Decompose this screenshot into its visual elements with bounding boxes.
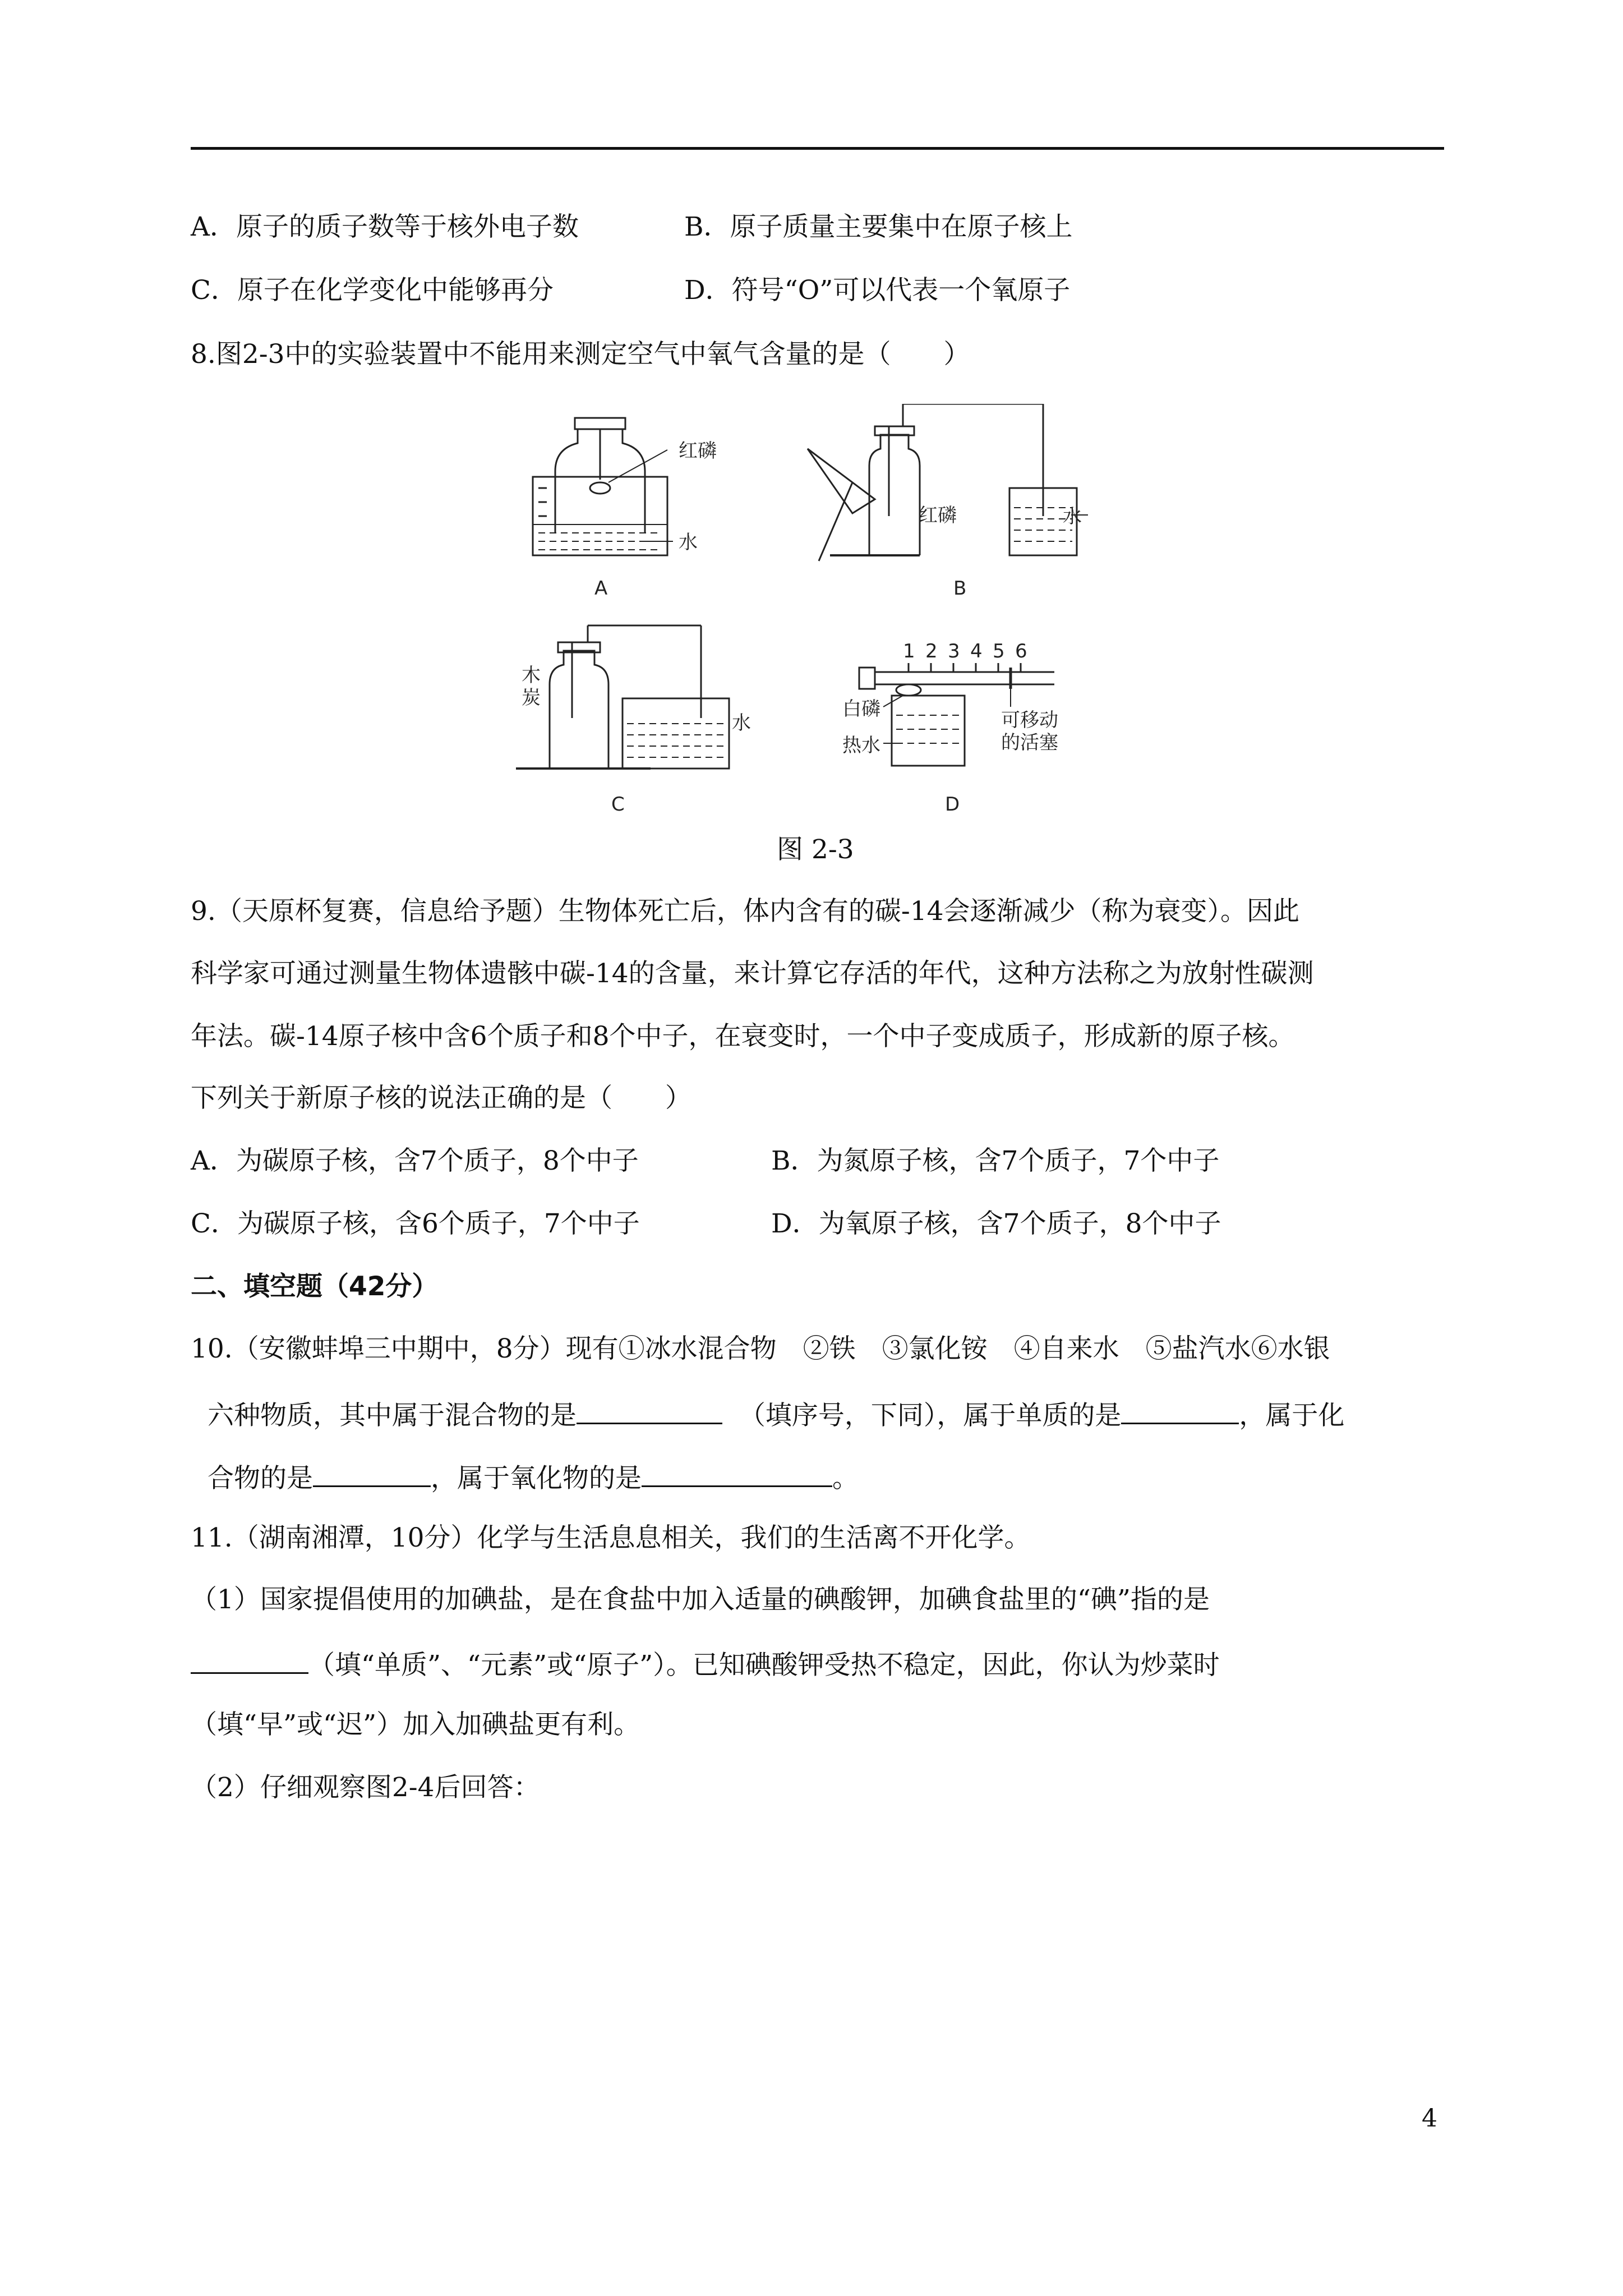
label-c-charcoal-2: 炭 [522,687,541,709]
label-d-hot-water: 热水 [842,734,880,757]
label-d-letter: D [945,793,960,816]
q11-blank-iodine[interactable] [191,1645,308,1674]
label-c-letter: C [611,793,625,816]
scale-2: 2 [925,640,938,662]
figure-caption: 图 2-3 [777,834,854,865]
q9-line-1: 9.（天原杯复赛，信息给予题）生物体死亡后，体内含有的碳-14会逐渐减少（称为衰变）。因此 [191,896,1300,927]
q7-option-c: C．原子在化学变化中能够再分 [191,275,554,306]
apparatus-c [516,625,729,769]
q7-option-d: D．符号“O”可以代表一个氧原子 [684,275,1071,306]
scale-5: 5 [993,640,1005,662]
q10-line-2 [208,1396,1344,1433]
q9-option-a: A．为碳原子核，含7个质子，8个中子 [191,1145,639,1176]
q10-line-3-a: 合物的是 [208,1463,313,1494]
scale-4: 4 [970,640,983,662]
section-heading: 二、填空题（42分） [191,1271,439,1302]
q10-blank-oxides[interactable] [642,1458,832,1487]
header-rule [191,147,1444,150]
q10-blank-mixtures[interactable] [577,1396,722,1424]
q10-line-3-c: 。 [832,1463,859,1494]
q10-line-1: 10.（安徽蚌埠三中期中，8分）现有①冰水混合物 ②铁 ③氯化铵 ④自来水 ⑤盐汽水⑥水银 [191,1333,1330,1364]
scale-3: 3 [948,640,960,662]
q11-line-3 [191,1645,1220,1682]
label-d-piston-1: 可移动 [1001,709,1058,731]
label-b-water: 水 [1063,505,1082,528]
label-a-letter: A [594,577,608,600]
page-number: 4 [1422,2104,1437,2133]
label-b-letter: B [953,577,967,600]
label-c-charcoal-1: 木 [522,664,541,687]
q10-line-3-b: ，属于氧化物的是 [431,1463,642,1494]
q10-line-2-b: （填序号，下同），属于单质的是 [739,1400,1122,1431]
q10-blank-elements[interactable] [1121,1396,1239,1424]
q9-option-b: B．为氮原子核，含7个质子，7个中子 [771,1145,1220,1176]
q7-option-b: B．原子质量主要集中在原子核上 [684,211,1073,242]
q9-line-3: 年法。碳-14原子核中含6个质子和8个中子，在衰变时，一个中子变成质子，形成新的原子核。 [191,1021,1295,1052]
scale-6: 6 [1015,640,1027,662]
q11-line-2: （1）国家提倡使用的加碘盐，是在食盐中加入适量的碘酸钾，加碘食盐里的“碘”指的是 [191,1584,1210,1615]
scale-1: 1 [903,640,915,662]
q9-option-d: D．为氧原子核，含7个质子，8个中子 [771,1208,1221,1239]
q10-line-2-c: ，属于化 [1239,1400,1345,1431]
q11-line-1: 11.（湖南湘潭，10分）化学与生活息息相关，我们的生活离不开化学。 [191,1522,1031,1553]
q10-line-3 [208,1458,859,1496]
label-d-piston-2: 的活塞 [1001,731,1058,754]
figure-2-3 [516,404,1088,841]
label-a-phosphorus: 红磷 [679,440,717,462]
q11-line-3-b: （填“单质”、“元素”或“原子”）。已知碘酸钾受热不稳定，因此，你认为炒菜时 [308,1650,1220,1681]
apparatus-b [808,404,1088,561]
q11-line-4: （填“早”或“迟”）加入加碘盐更有利。 [191,1709,640,1740]
label-a-water: 水 [679,531,698,554]
q7-option-a: A．原子的质子数等于核外电子数 [191,211,579,242]
q11-line-5: （2）仔细观察图2-4后回答： [191,1772,540,1803]
q9-option-c: C．为碳原子核，含6个质子，7个中子 [191,1208,640,1239]
q10-blank-compounds[interactable] [313,1458,431,1487]
q8-stem: 8.图2-3中的实验装置中不能用来测定空气中氧气含量的是（ ） [191,339,970,370]
apparatus-a [533,418,673,555]
q9-line-2: 科学家可通过测量生物体遗骸中碳-14的含量，来计算它存活的年代，这种方法称之为放射性碳测 [191,958,1314,989]
label-b-phosphorus: 红磷 [919,504,957,527]
q10-line-2-a: 六种物质，其中属于混合物的是 [208,1400,577,1431]
label-c-water: 水 [732,712,751,734]
label-d-white-phosphorus: 白磷 [842,698,880,720]
q9-line-4: 下列关于新原子核的说法正确的是（ ） [191,1083,691,1114]
